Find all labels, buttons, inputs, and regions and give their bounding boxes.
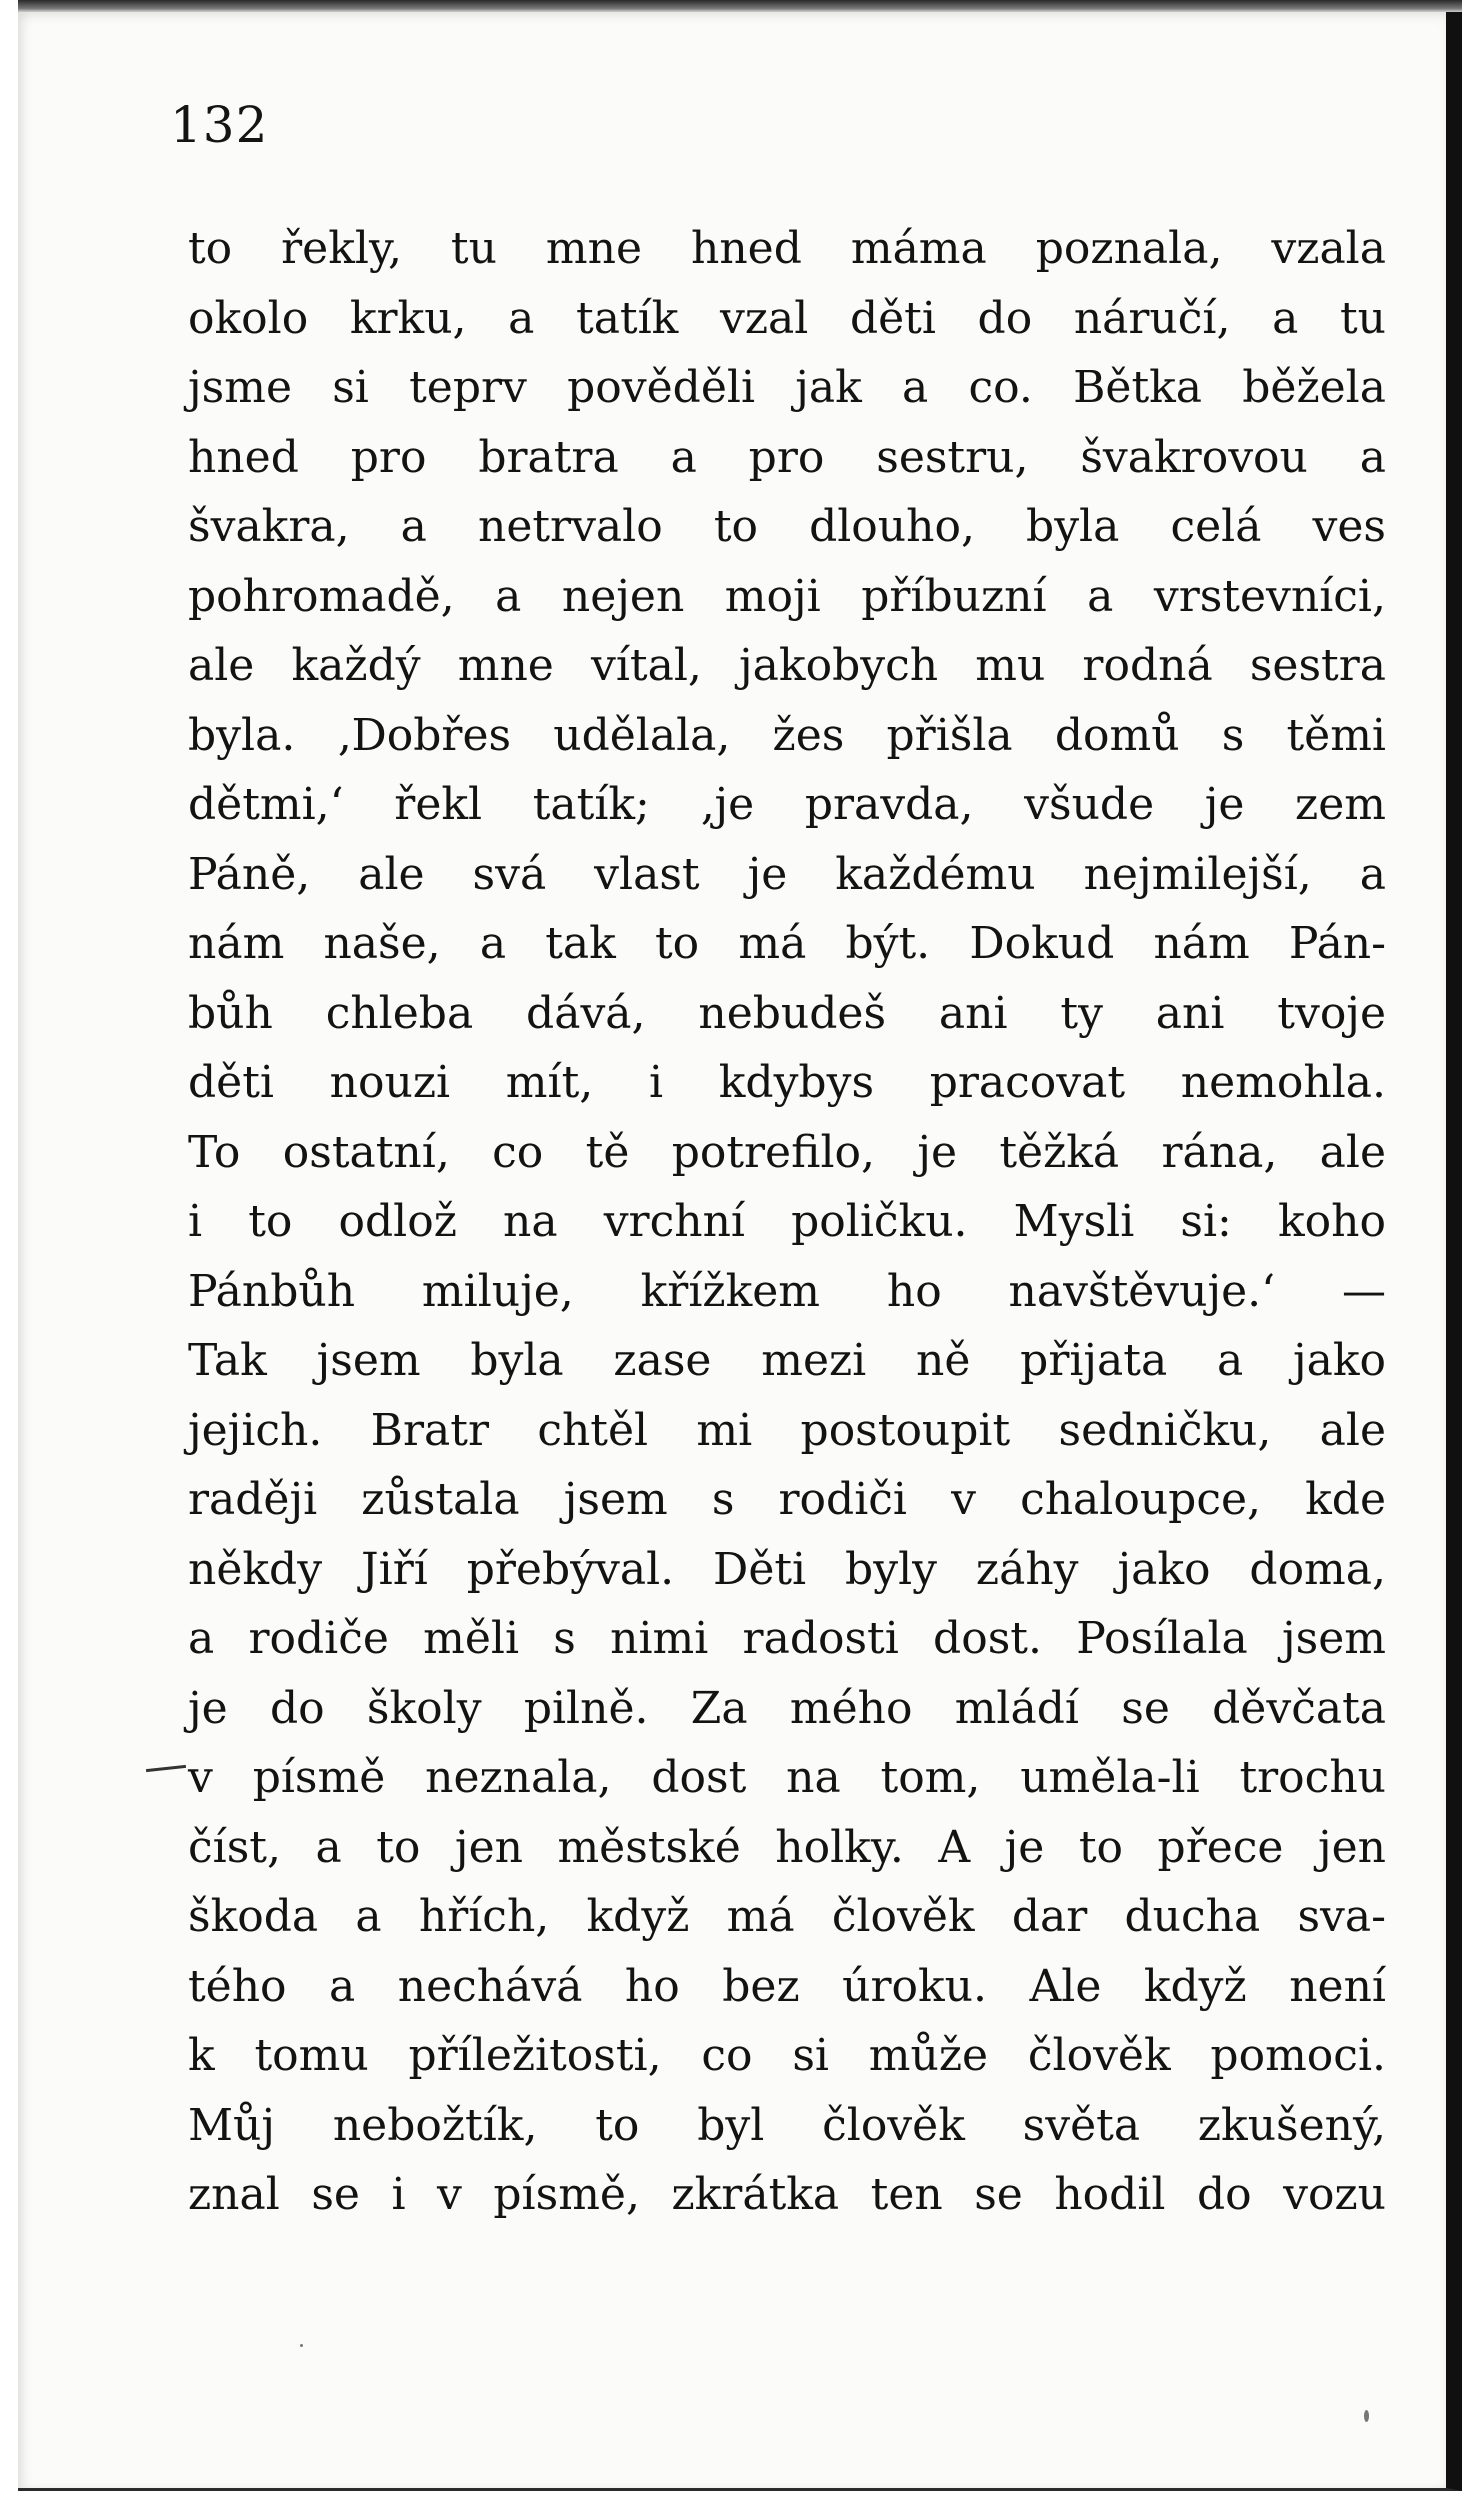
text-line: v písmě neznala, dost na tom, uměla-li trochu bbox=[188, 1752, 1386, 1803]
text-line: to řekly, tu mne hned máma poznala, vzala bbox=[188, 223, 1386, 274]
text-line: bůh chleba dává, nebudeš ani ty ani tvoje bbox=[188, 987, 1386, 1039]
text-line: pohromadě, a nejen moji příbuzní a vrstevníci, bbox=[188, 570, 1386, 622]
text-line: k tomu příležitosti, co si může člověk pomoci. bbox=[188, 2030, 1386, 2081]
text-line: jejich. Bratr chtěl mi postoupit sedničku, ale bbox=[188, 1404, 1386, 1456]
paper-speck bbox=[300, 2344, 303, 2347]
text-line: i to odlož na vrchní poličku. Mysli si: koho bbox=[188, 1196, 1386, 1247]
text-line: Páně, ale svá vlast je každému nejmilejší, a bbox=[188, 848, 1386, 900]
text-line: jsme si teprv pověděli jak a co. Bětka běžela bbox=[188, 362, 1386, 413]
text-line: Můj nebožtík, to byl člověk světa zkušený, bbox=[188, 2099, 1386, 2151]
text-line: škoda a hřích, když má člověk dar ducha sva- bbox=[188, 1891, 1386, 1942]
text-line: nám naše, a tak to má být. Dokud nám Pán- bbox=[188, 918, 1386, 969]
text-line: ale každý mne vítal, jakobych mu rodná sestra bbox=[188, 640, 1386, 691]
text-line: hned pro bratra a pro sestru, švakrovou a bbox=[188, 431, 1386, 483]
text-line: raději zůstala jsem s rodiči v chaloupce, kde bbox=[188, 1474, 1386, 1525]
text-line: okolo krku, a tatík vzal děti do náručí, a tu bbox=[188, 292, 1386, 344]
page-number: 132 bbox=[170, 96, 269, 154]
text-line: švakra, a netrvalo to dlouho, byla celá ves bbox=[188, 501, 1386, 552]
text-line: dětmi,‘ řekl tatík; ‚je pravda, všude je zem bbox=[188, 779, 1386, 830]
body-text bbox=[188, 214, 1386, 2230]
text-line: Tak jsem byla zase mezi ně přijata a jako bbox=[188, 1335, 1386, 1386]
text-line: někdy Jiří přebýval. Děti byly záhy jako doma, bbox=[188, 1543, 1386, 1595]
text-line: číst, a to jen městské holky. A je to přece jen bbox=[188, 1821, 1386, 1873]
text-line: Pánbůh miluje, křížkem ho navštěvuje.‘ — bbox=[188, 1265, 1386, 1317]
text-line: je do školy pilně. Za mého mládí se děvčata bbox=[188, 1682, 1386, 1734]
text-line: To ostatní, co tě potrefilo, je těžká rána, ale bbox=[188, 1126, 1386, 1178]
text-line: a rodiče měli s nimi radosti dost. Posílala jsem bbox=[188, 1613, 1386, 1664]
text-line: byla. ‚Dobřes udělala, žes přišla domů s těmi bbox=[188, 709, 1386, 761]
text-line: děti nouzi mít, i kdybys pracovat nemohla. bbox=[188, 1057, 1386, 1108]
paper-speck bbox=[1364, 2410, 1369, 2422]
text-line: znal se i v písmě, zkrátka ten se hodil do vozu bbox=[188, 2169, 1386, 2220]
text-line: tého a nechává ho bez úroku. Ale když není bbox=[188, 1960, 1386, 2012]
